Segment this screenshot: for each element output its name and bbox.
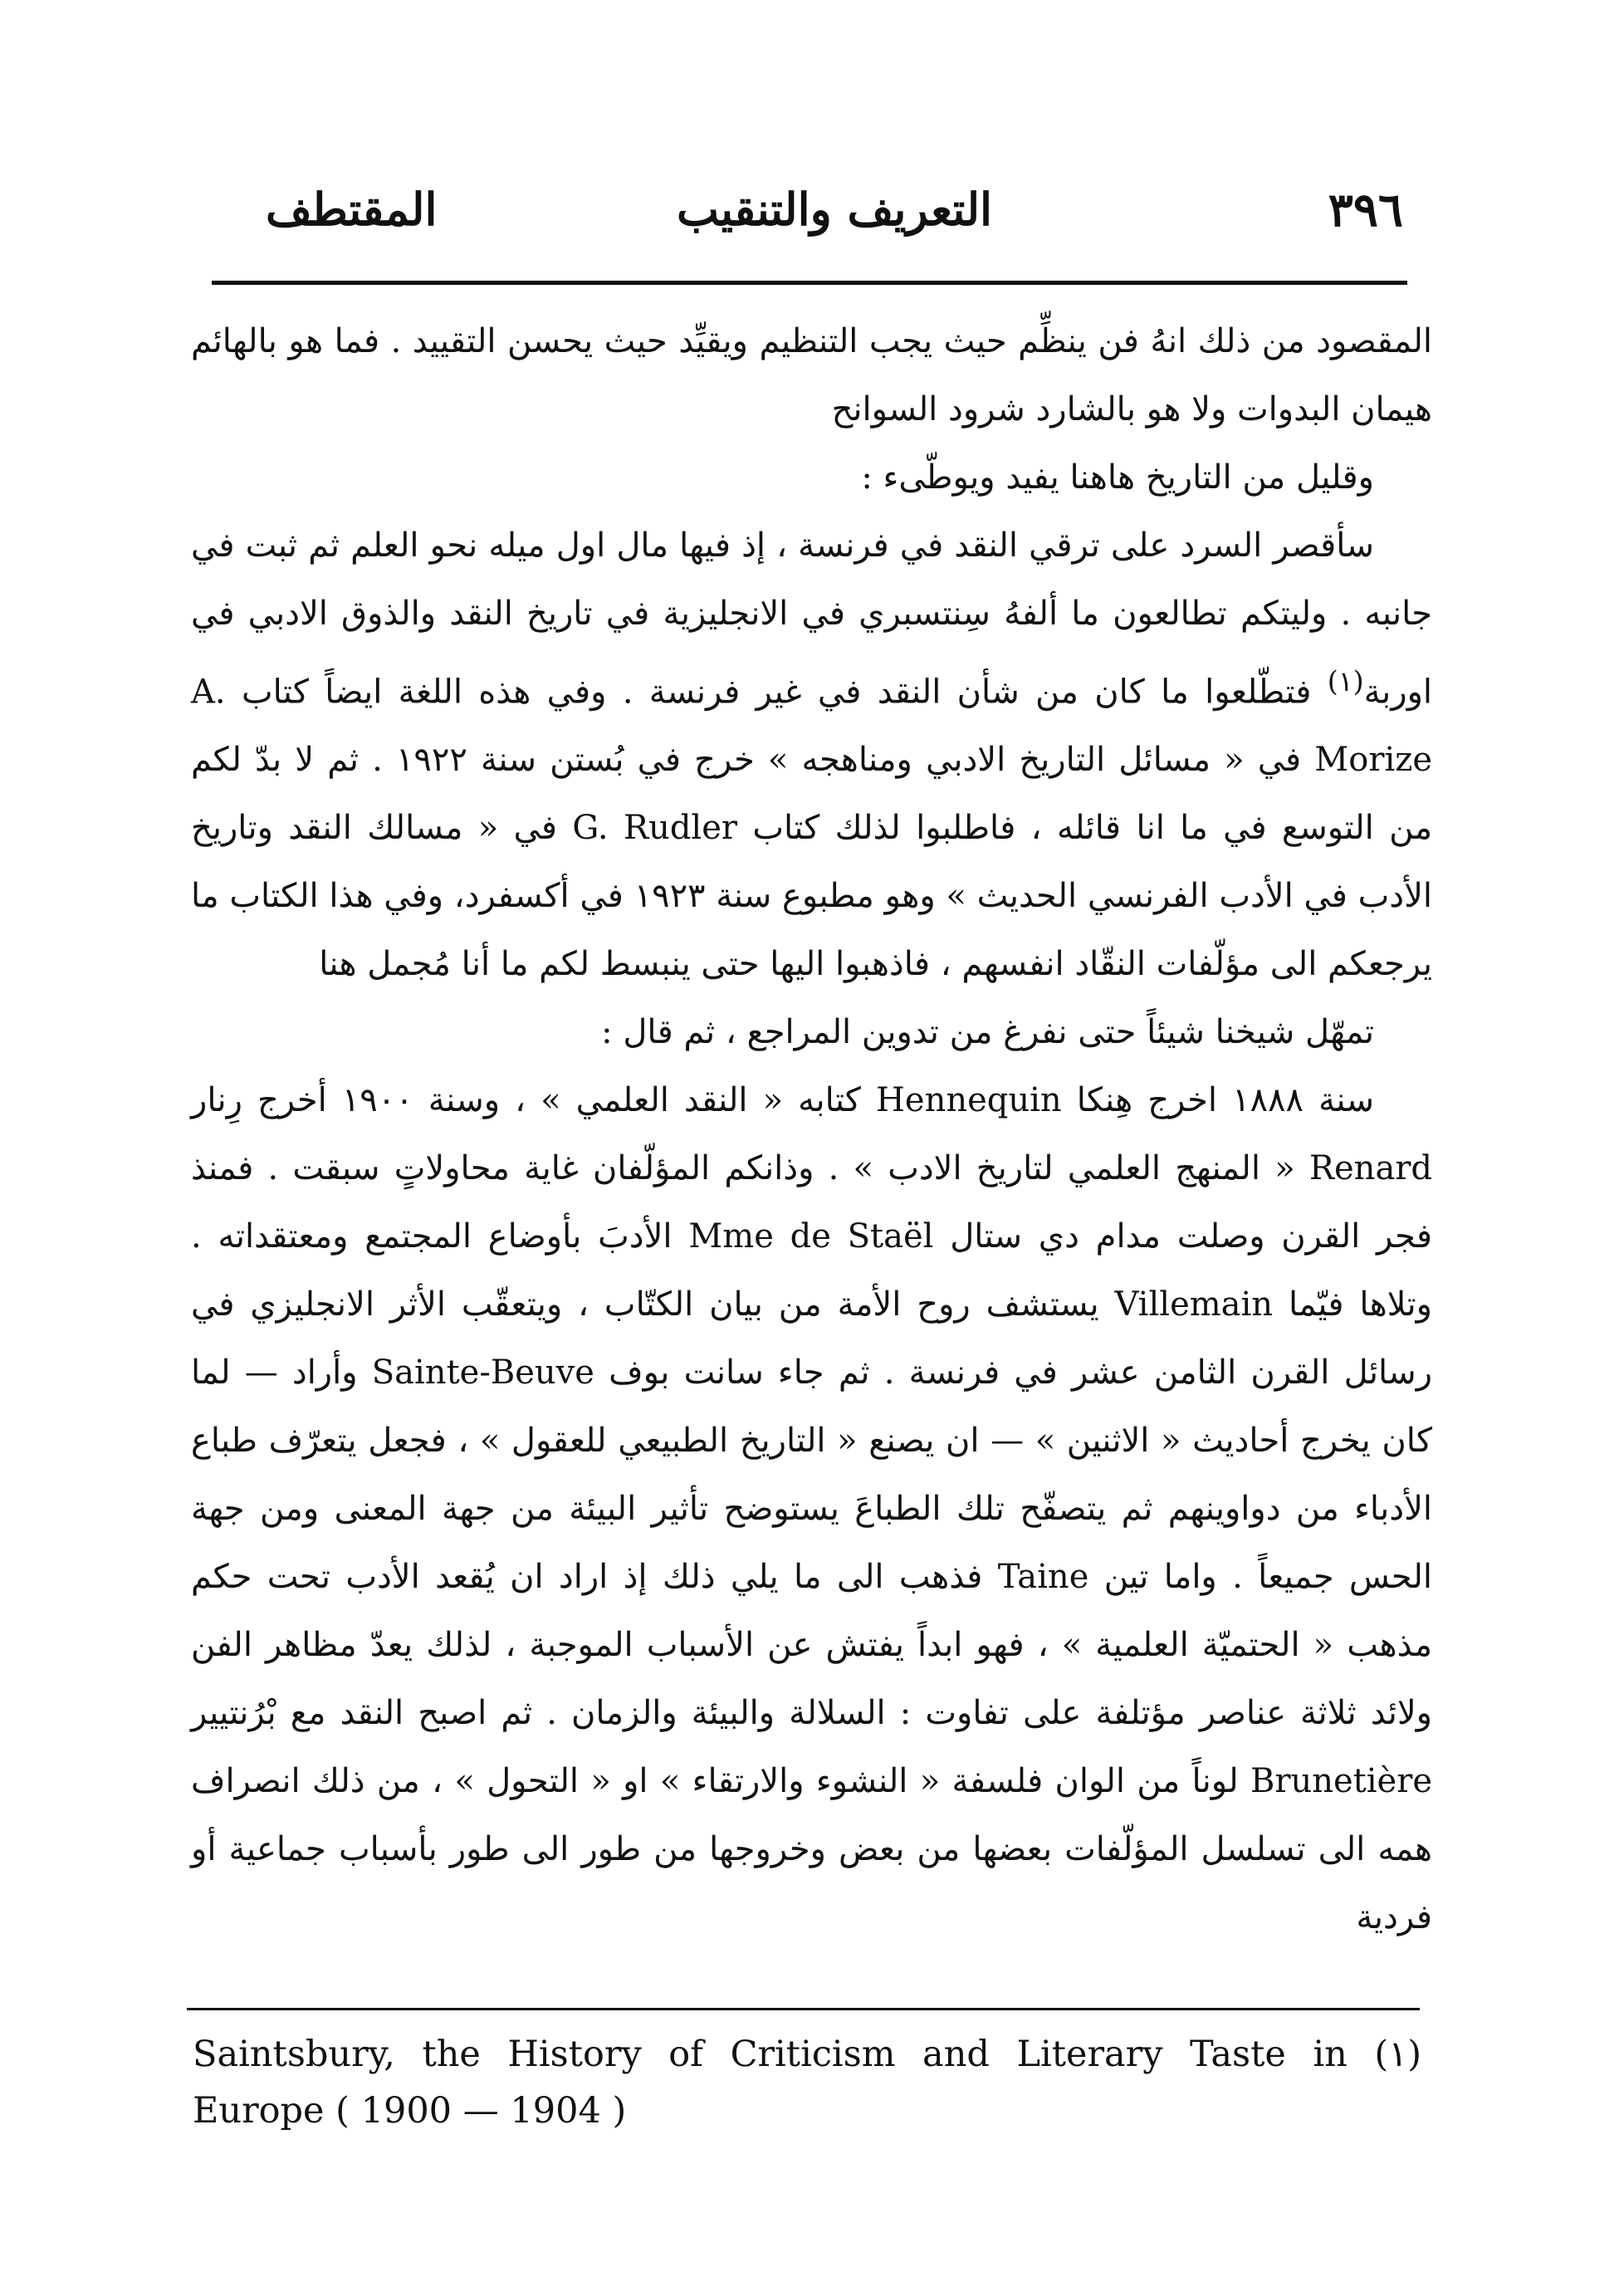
header-rule (212, 281, 1407, 285)
footnote-marker: (١) (1327, 665, 1364, 698)
paragraph-3 (191, 512, 1432, 998)
footnote-line-1: Saintsbury, the History of Criticism and Literary Taste in (١) (193, 2034, 1421, 2075)
paragraph-5-text-f: وأراد — لما كان يخرج أحاديث « الاثنين » — ان يصنع « التاريخ الطبيعي للعقول » ، فجعل يتعرّف طباع الأدباء من دواوينهم ثم يتصفّح تلك الطباعَ يستوضح تأثير البيئة من جهة المعنى ومن جهة الحس جميعاً . واما تين (191, 1354, 1433, 1597)
paragraph-5-text-d: الأدبَ بأوضاع المجتمع ومعتقداته . وتلاها فيّما (191, 1217, 1432, 1324)
paragraph-3-text-c: في « مسائل التاريخ الادبي ومناهجه » خرج في بُستن سنة ١٩٢٢ . ثم لا بدّ لكم من التوسع في ما انا قائله ، فاطلبوا لذلك كتاب (191, 741, 1432, 848)
paragraph-5-text-c: « المنهج العلمي لتاريخ الادب » . وذانكم المؤلّفان غاية محاولاتٍ سبقت . فمنذ فجر القرن وصلت مدام دي ستال (191, 1149, 1433, 1256)
paragraph-1: المقصود من ذلك انهُ فن ينظِّم حيث يجب التنظيم ويقيِّد حيث يحسن التقييد . فما هو بالهائم هيمان البدوات ولا هو بالشارد شرود السوانح (191, 322, 1432, 428)
paragraph-3-text-d: في « مسالك النقد وتاريخ الأدب في الأدب الفرنسي الحديث » وهو مطبوع سنة ١٩٢٣ في أكسفرد، وفي هذا الكتاب ما يرجعكم الى مؤلّفات النقّاد انفسهم ، فاذهبوا اليها حتى ينبسط لكم ما أنا مُجمل هنا (191, 809, 1433, 984)
article-body (191, 307, 1432, 1951)
latin-name-renard: Renard (1308, 1149, 1433, 1188)
paragraph-5-text-g: فذهب الى ما يلي ذلك إذ اراد ان يُقعد الأدب تحت حكم مذهب « الحتميّة العلمية » ، فهو ابداً يفتش عن الأسباب الموجبة ، لذلك يعدّ مظاهر الفن ولائد ثلاثة عناصر مؤتلفة على تفاوت : السلالة والبيئة والزمان . ثم اصبح النقد مع بْرُنتيير (191, 1558, 1432, 1733)
latin-name-stael: Mme de Staël (688, 1217, 934, 1256)
footnote (193, 2026, 1421, 2139)
latin-name-sainte-beuve: Sainte-Beuve (371, 1354, 594, 1393)
paragraph-3-text-b: فتطّلعوا ما كان من شأن النقد في غير فرنسة . وفي هذه اللغة ايضاً كتاب (241, 673, 1312, 712)
journal-name: المقتطف (266, 183, 438, 236)
paragraph-2: وقليل من التاريخ هاهنا يفيد ويوطّىء : (861, 458, 1374, 497)
paragraph-5-text-b: كتابه « النقد العلمي » ، وسنة ١٩٠٠ أخرج رِنار (191, 1081, 861, 1120)
paragraph-3-text-a: سأقصر السرد على ترقي النقد في فرنسة ، إذ فيها مال اول ميله نحو العلم ثم ثبت في جانبه . وليتكم تطالعون ما ألفهُ سِنتسبري في الانجليزية في تاريخ النقد والذوق الادبي في اوربة (191, 526, 1432, 712)
latin-name-morize: A. Morize (191, 673, 1432, 780)
latin-name-taine: Taine (997, 1558, 1089, 1597)
latin-name-rudler: G. Rudler (572, 809, 738, 848)
paragraph-5 (191, 1066, 1432, 1951)
paragraph-5-text-h: لوناً من الوان فلسفة « النشوء والارتقاء » او « التحول » ، من ذلك انصراف همه الى تسلسل المؤلّفات بعضها من بعض وخروجها من طور الى طور بأسباب جماعية أو فردية (191, 1762, 1432, 1937)
paragraph-4: تمهّل شيخنا شيئاً حتى نفرغ من تدوين المراجع ، ثم قال : (601, 1013, 1374, 1052)
page-number: ٣٩٦ (1328, 183, 1403, 237)
latin-name-brunetiere: Brunetière (1250, 1762, 1432, 1801)
latin-name-villemain: Villemain (1114, 1285, 1274, 1324)
footnote-rule (187, 2008, 1420, 2010)
paragraph-5-text-e: يستشف روح الأمة من بيان الكتّاب ، ويتعقّب الأثر الانجليزي في رسائل القرن الثامن عشر في فرنسة . ثم جاء سانت بوف (191, 1285, 1433, 1393)
footnote-line-2: Europe ( 1900 — 1904 ) (193, 2090, 627, 2132)
page-header (266, 183, 1403, 257)
latin-name-hennequin: Hennequin (876, 1081, 1062, 1120)
running-title: التعريف والتنقيب (676, 183, 993, 236)
paragraph-5-text-a: سنة ١٨٨٨ اخرج هِنكا (1076, 1081, 1374, 1120)
